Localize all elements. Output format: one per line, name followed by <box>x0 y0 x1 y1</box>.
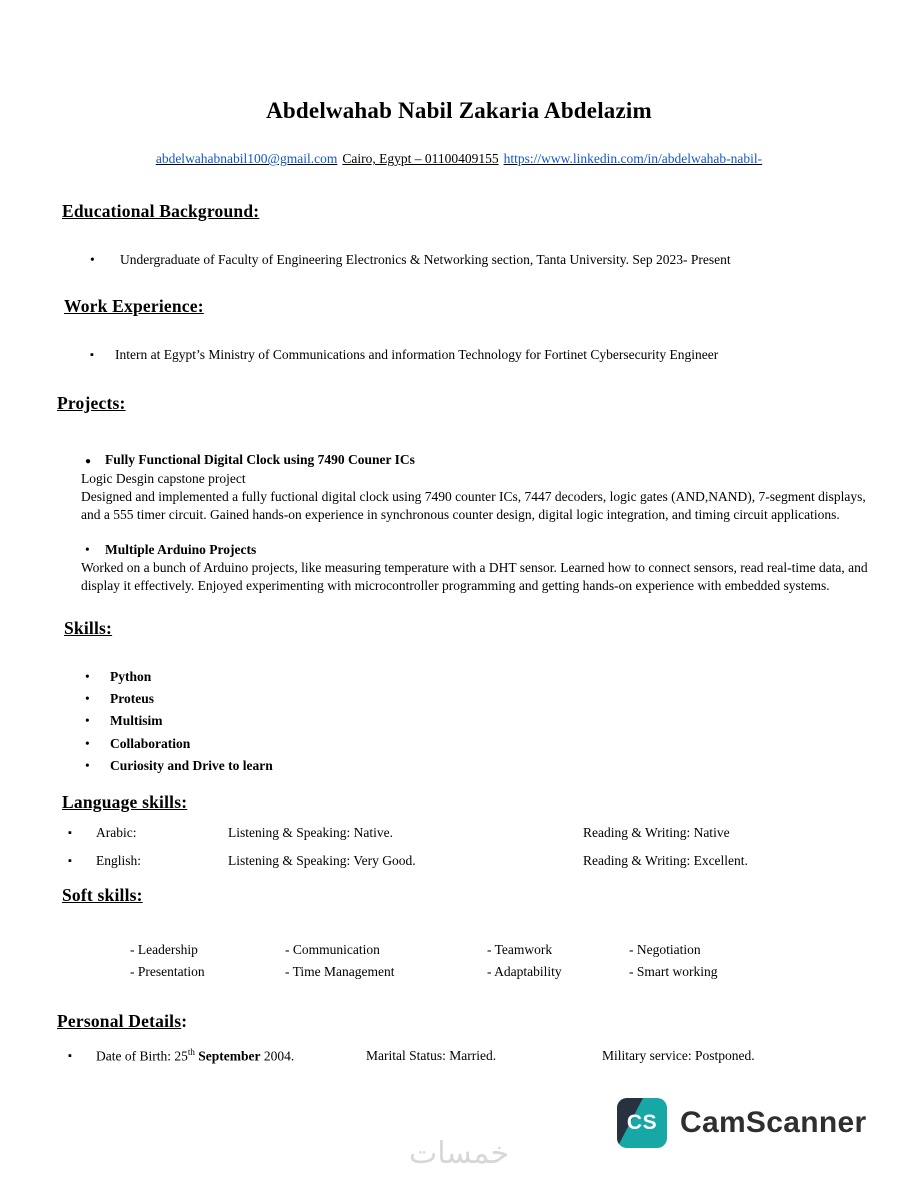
date-of-birth <box>96 1047 366 1065</box>
section-heading-languages: Language skills: <box>62 791 188 812</box>
bullet-icon <box>90 251 120 269</box>
section-heading-projects: Projects: <box>57 392 126 413</box>
skill-label: Multisim <box>110 713 163 729</box>
language-speaking: Listening & Speaking: Very Good. <box>228 852 416 868</box>
skill-label: Python <box>110 668 152 684</box>
skill-item <box>85 757 918 775</box>
military-service: Military service: Postponed. <box>602 1048 755 1064</box>
skill-item <box>85 712 918 730</box>
skill-item <box>85 668 918 686</box>
dob-ordinal: th <box>187 1047 195 1058</box>
language-name: English: <box>96 852 142 868</box>
linkedin-link[interactable]: https://www.linkedin.com/in/abdelwahab-nabil- <box>503 151 763 167</box>
bullet-icon <box>85 712 110 730</box>
dob-suffix: 2004. <box>260 1048 295 1064</box>
project-description: Worked on a bunch of Arduino projects, like measuring temperature with a DHT sensor. Learned how to connect sensors, read real-time data, and display it effectively. Enjoyed experimenting with microcontroller programming and getting hands-on experience with embedded systems. <box>81 560 868 593</box>
skill-item <box>85 735 918 753</box>
soft-skill-item: - Communication <box>285 941 380 957</box>
khamsat-watermark: خمسات <box>408 1136 510 1171</box>
skill-label: Proteus <box>110 691 154 707</box>
education-item-text: Undergraduate of Faculty of Engineering Electronics & Networking section, Tanta University. Sep 2023- Present <box>120 252 731 268</box>
section-heading-personal: Personal Details <box>57 1011 182 1032</box>
soft-skill-item: - Presentation <box>130 963 205 979</box>
language-name: Arabic: <box>96 825 137 841</box>
marital-status: Marital Status: Married. <box>366 1048 497 1064</box>
project-item <box>81 451 871 523</box>
bullet-icon <box>85 690 110 708</box>
soft-skill-item: - Negotiation <box>629 941 701 957</box>
project-title-row <box>81 541 871 559</box>
project-title: Multiple Arduino Projects <box>105 542 257 558</box>
skill-label: Collaboration <box>110 735 191 751</box>
project-subtitle: Logic Desgin capstone project <box>81 470 246 486</box>
section-heading-education: Educational Background: <box>62 201 260 222</box>
email-link[interactable]: abdelwahabnabil100@gmail.com <box>155 151 338 167</box>
project-item <box>81 541 871 594</box>
section-heading-personal-wrap <box>57 1010 918 1033</box>
bullet-icon <box>85 668 110 686</box>
soft-skill-item: - Adaptability <box>487 963 562 979</box>
work-item-text: Intern at Egypt’s Ministry of Communications and information Technology for Fortinet Cybersecurity Engineer <box>115 347 719 363</box>
education-item <box>90 251 918 269</box>
soft-skill-item: - Time Management <box>285 963 395 979</box>
language-reading: Reading & Writing: Excellent. <box>583 852 748 868</box>
dob-prefix: Date of Birth: 25 <box>96 1048 188 1064</box>
bullet-icon <box>85 757 110 775</box>
soft-skill-item: - Teamwork <box>487 941 553 957</box>
soft-skill-item: - Leadership <box>130 941 198 957</box>
bullet-icon <box>68 1047 96 1065</box>
language-row <box>68 852 918 870</box>
bullet-icon <box>85 735 110 753</box>
camscanner-initials: CS <box>626 1111 658 1135</box>
contact-location-phone: Cairo, Egypt – 01100409155 <box>342 151 499 167</box>
bullet-icon <box>68 824 96 842</box>
soft-skill-item: - Smart working <box>629 963 718 979</box>
section-heading-work: Work Experience: <box>64 296 204 317</box>
camscanner-wordmark: CamScanner <box>680 1106 867 1140</box>
bullet-icon <box>90 346 115 364</box>
section-heading-personal-colon: : <box>181 1011 188 1032</box>
dob-month: September <box>198 1048 261 1064</box>
work-item <box>90 346 918 364</box>
bullet-icon <box>81 541 105 559</box>
skill-item <box>85 690 918 708</box>
language-row <box>68 824 918 842</box>
soft-skills-grid <box>130 941 918 981</box>
language-speaking: Listening & Speaking: Native. <box>228 825 393 841</box>
project-title: Fully Functional Digital Clock using 7490 Couner ICs <box>105 452 415 468</box>
section-heading-skills: Skills: <box>64 617 113 638</box>
language-reading: Reading & Writing: Native <box>583 825 730 841</box>
skills-list <box>85 668 918 775</box>
skill-label: Curiosity and Drive to learn <box>110 758 273 774</box>
bullet-icon <box>81 451 105 469</box>
section-heading-soft-skills: Soft skills: <box>62 884 143 905</box>
project-title-row <box>81 451 871 469</box>
contact-line <box>0 150 918 168</box>
personal-details-row <box>68 1047 918 1065</box>
document-title: Abdelwahab Nabil Zakaria Abdelazim <box>266 98 652 123</box>
bullet-icon <box>68 852 96 870</box>
project-description: Designed and implemented a fully fuctional digital clock using 7490 counter ICs, 7447 decoders, logic gates (AND,NAND), 7-segment displays, and a 555 timer circuit. Gained hands-on experience in synchronous counter design, digital logic integration, and timing circuit applications. <box>81 488 866 522</box>
